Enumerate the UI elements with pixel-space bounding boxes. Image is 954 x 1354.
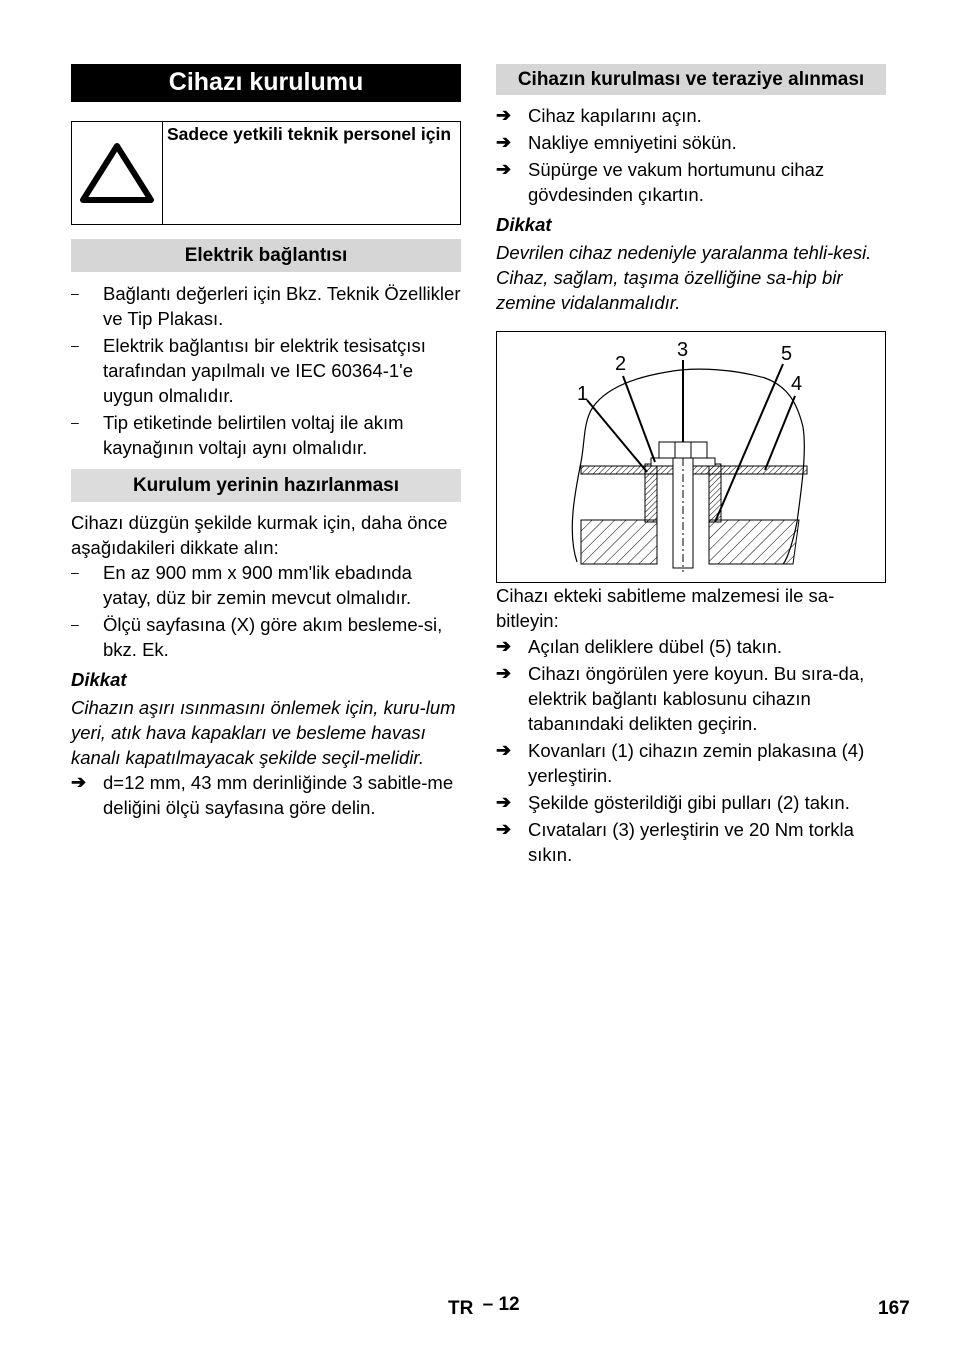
dikkat-label: Dikkat: [71, 669, 127, 690]
list-item: – Elektrik bağlantısı bir elektrik tesisatçısı tarafından yapılmalı ve IEC 60364-1'e uygun olmalıdır.: [71, 335, 426, 406]
dikkat-text: Devrilen cihaz nedeniyle yaralanma tehli-kesi. Cihaz, sağlam, taşıma özelliğine sa-hip bir zemine vidalanmalıdır.: [496, 242, 872, 313]
kurulum-list: [71, 560, 461, 662]
section-heading-kurulum: Kurulum yerinin hazırlanması: [71, 469, 461, 502]
anchor-detail-drawing: [497, 332, 885, 582]
footer-lang: TR: [448, 1298, 474, 1319]
warning-box: [71, 121, 461, 225]
list-item: ➔ Kovanları (1) cihazın zemin plakasına (4) yerleştirin.: [496, 740, 865, 786]
list-item: ➔ Süpürge ve vakum hortumunu cihaz gövdesinden çıkartın.: [496, 159, 825, 205]
list-item: – Bağlantı değerleri için Bkz. Teknik Özellikler ve Tip Plakası.: [71, 283, 461, 329]
list-item: ➔ Cıvataları (3) yerleştirin ve 20 Nm torkla sıkın.: [496, 819, 854, 865]
figure-label-5: 5: [781, 343, 793, 365]
figure-label-2: 2: [615, 353, 627, 375]
drill-step-list: [71, 770, 461, 820]
right-column: [496, 64, 886, 867]
warning-triangle-icon: [72, 122, 163, 224]
kurulum-intro: Cihazı düzgün şekilde kurmak için, daha önce aşağıdakileri dikkate alın:: [71, 512, 448, 558]
list-item: – Ölçü sayfasına (X) göre akım besleme-si, bkz. Ek.: [71, 614, 443, 660]
page-number: 167: [878, 1298, 910, 1319]
list-item: ➔ Nakliye emniyetini sökün.: [496, 132, 737, 153]
warning-text: Sadece yetkili teknik personel için: [167, 124, 452, 144]
footer-section-page: – 12: [482, 1294, 520, 1315]
page-title: Cihazı kurulumu: [71, 64, 461, 102]
section-heading-kurulmasi: Cihazın kurulması ve teraziye alınması: [496, 64, 886, 95]
figure-label-3: 3: [677, 339, 689, 361]
section-heading-elektrik: Elektrik bağlantısı: [71, 239, 461, 272]
dikkat-text: Cihazın aşırı ısınmasını önlemek için, kuru-lum yeri, atık hava kapakları ve besleme havası kanalı kapatılmayacak şekilde seçil-melidir.: [71, 697, 456, 768]
dikkat-label: Dikkat: [496, 214, 552, 235]
left-column: [71, 64, 461, 820]
list-item: ➔ Cihazı öngörülen yere koyun. Bu sıra-da, elektrik bağlantı kablosunu cihazın tabanındaki delikten geçirin.: [496, 663, 865, 734]
fixing-intro: Cihazı ekteki sabitleme malzemesi ile sa-bitleyin:: [496, 585, 835, 631]
footer-section: [448, 1294, 520, 1320]
list-item: – Tip etiketinde belirtilen voltaj ile akım kaynağının voltajı aynı olmalıdır.: [71, 412, 404, 458]
list-item: ➔ d=12 mm, 43 mm derinliğinde 3 sabitle-me deliğini ölçü sayfasına göre delin.: [71, 772, 454, 818]
list-item: ➔ Cihaz kapılarını açın.: [496, 105, 702, 126]
steps2-list: [496, 634, 886, 867]
list-item: ➔ Açılan deliklere dübel (5) takın.: [496, 636, 782, 657]
figure-label-1: 1: [577, 383, 589, 405]
list-item: – En az 900 mm x 900 mm'lik ebadında yatay, düz bir zemin mevcut olmalıdır.: [71, 562, 412, 608]
installation-figure: [496, 331, 886, 583]
list-item: ➔ Şekilde gösterildiği gibi pulları (2) takın.: [496, 792, 850, 813]
figure-label-4: 4: [791, 373, 803, 395]
steps1-list: [496, 103, 886, 207]
elektrik-list: [71, 281, 461, 460]
